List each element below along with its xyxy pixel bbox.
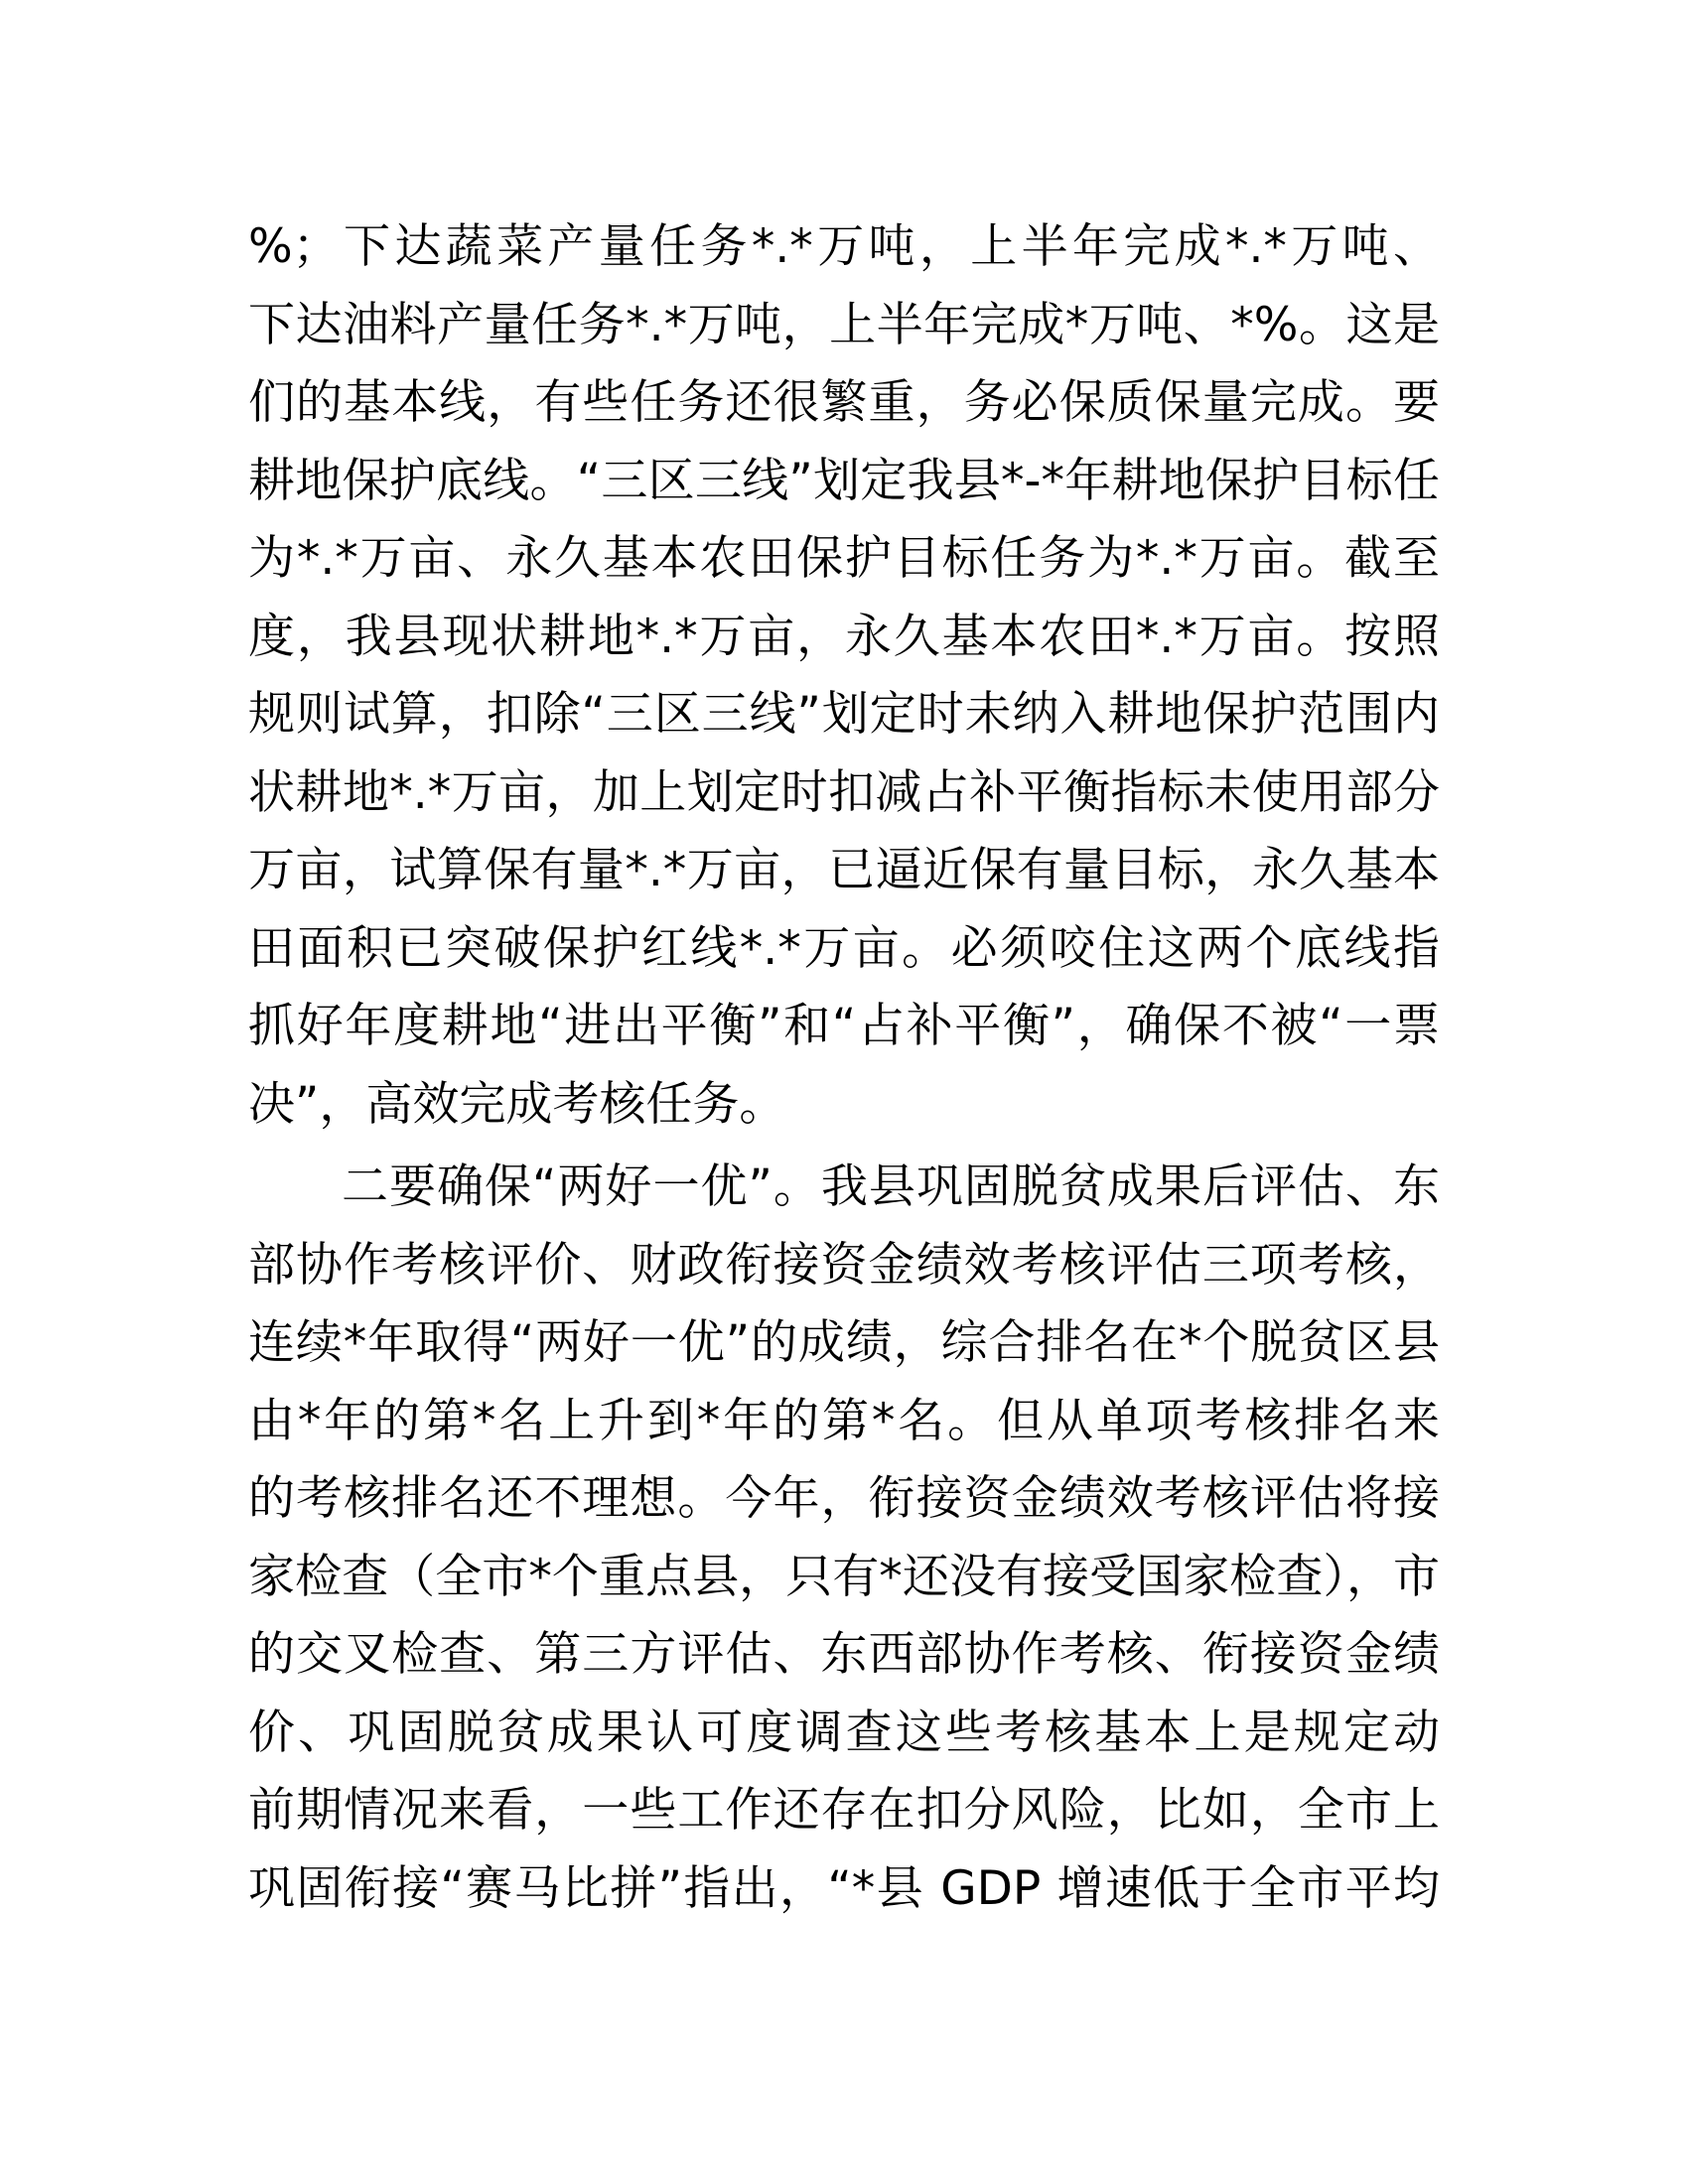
paragraph-line: 下达油料产量任务*.*万吨，上半年完成*万吨、*%。这是 <box>248 297 1440 352</box>
paragraph-line: 部协作考核评价、财政衔接资金绩效考核评估三项考核， <box>248 1237 1440 1293</box>
paragraph-line: 状耕地*.*万亩，加上划定时扣减占补平衡指标未使用部分 <box>248 764 1440 820</box>
paragraph-line: 连续*年取得“两好一优”的成绩，综合排名在*个脱贫区县 <box>248 1315 1440 1370</box>
paragraph-line: 为*.*万亩、永久基本农田保护目标任务为*.*万亩。截至 <box>248 531 1440 586</box>
paragraph-line: 二要确保“两好一优”。我县巩固脱贫成果后评估、东 <box>342 1160 1440 1214</box>
paragraph-line: 们的基本线，有些任务还很繁重，务必保质保量完成。要 <box>248 375 1440 430</box>
paragraph-line: 巩固衔接“赛马比拼”指出，“*县 GDP 增速低于全市平均 <box>248 1860 1440 1916</box>
paragraph-line: 价、巩固脱贫成果认可度调查这些考核基本上是规定动 <box>248 1705 1440 1760</box>
paragraph-line: 度，我县现状耕地*.*万亩，永久基本农田*.*万亩。按照 <box>248 609 1440 664</box>
paragraph-line: 规则试算，扣除“三区三线”划定时未纳入耕地保护范围内 <box>248 687 1440 742</box>
paragraph-line: 家检查（全市*个重点县，只有*还没有接受国家检查），市 <box>248 1549 1440 1604</box>
paragraph-line: 抓好年度耕地“进出平衡”和“占补平衡”，确保不被“一票 <box>248 999 1440 1053</box>
paragraph-line: 由*年的第*名上升到*年的第*名。但从单项考核排名来 <box>248 1393 1440 1448</box>
paragraph-line: %；下达蔬菜产量任务*.*万吨，上半年完成*.*万吨、 <box>248 219 1440 274</box>
paragraph-line: 前期情况来看，一些工作还存在扣分风险，比如，全市上 <box>248 1783 1440 1838</box>
paragraph-2 <box>248 1149 1440 1928</box>
paragraph-line: 的考核排名还不理想。今年，衔接资金绩效考核评估将接 <box>248 1471 1440 1526</box>
paragraph-line: 决”，高效完成考核任务。 <box>248 1076 786 1132</box>
paragraph-1 <box>248 208 1440 1144</box>
paragraph-line: 耕地保护底线。“三区三线”划定我县*-*年耕地保护目标任 <box>248 453 1440 508</box>
paragraph-line: 万亩，试算保有量*.*万亩，已逼近保有量目标，永久基本 <box>248 843 1440 897</box>
paragraph-line: 田面积已突破保护红线*.*万亩。必须咬住这两个底线指 <box>248 920 1440 976</box>
paragraph-line: 的交叉检查、第三方评估、东西部协作考核、衔接资金绩 <box>248 1627 1440 1682</box>
